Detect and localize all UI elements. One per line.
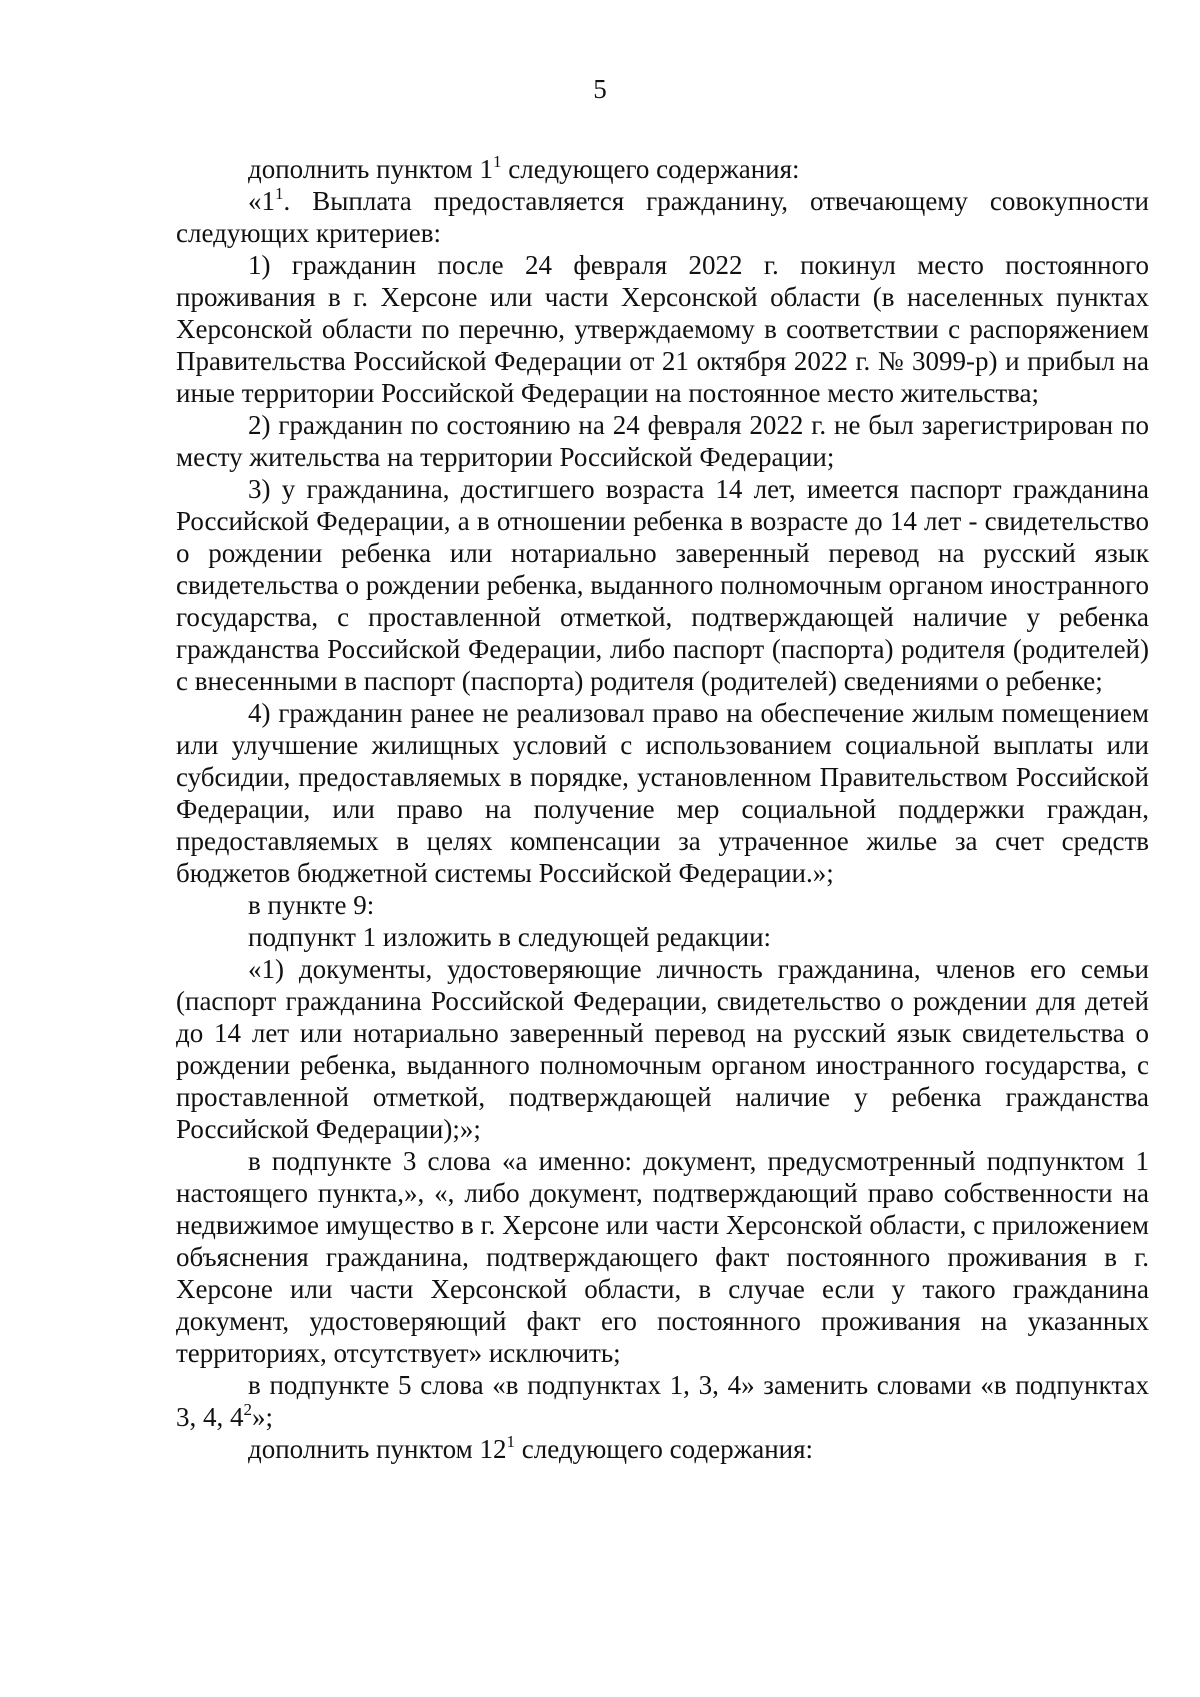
paragraph-point-9: в пункте 9: [248,890,375,920]
paragraph-add-point-12-1: дополнить пунктом $12^1$ следующего содержания: [248,1432,814,1464]
paragraph-add-point-1-1: дополнить пунктом $1^1$ следующего содержания: [248,152,800,184]
paragraph-criterion-1: 1) гражданин после 24 февраля 2022 г. покинул место постоянного проживания в г. Херсоне или части Херсонской области (в населенных пунктах Херсонской области по перечню, утверждаемому в соответствии с распоряжением Правительства Российской Федерации от 21 октября 2022 г. № 3099-р) и прибыл на иные территории Российской Федерации на постоянное место жительства; [176,250,1149,408]
paragraph-subpoint-3: в подпункте 3 слова «а именно: документ, предусмотренный подпунктом 1 настоящего пункта,», «, либо документ, подтверждающий право собственности на недвижимое имущество в г. Херсоне или части Херсонской области, с приложением объяснения гражданина, подтверждающего факт постоянного проживания в г. Херсоне или части Херсонской области, в случае если у такого гражданина документ, удостоверяющий факт его постоянного проживания на указанных территориях, отсутствует» исключить; [176,1146,1149,1368]
paragraph-subpoint-5: в подпункте 5 слова «в подпунктах 1, 3, 4» заменить словами «в подпунктах 3, 4, $4^2$»; [176,1370,1149,1432]
paragraph-criterion-4: 4) гражданин ранее не реализовал право на обеспечение жилым помещением или улучшение жилищных условий с использованием социальной выплаты или субсидии, предоставляемых в порядке, установленном Правительством Российской Федерации, или право на получение мер социальной поддержки граждан, предоставляемых в целях компенсации за утраченное жилье за счет средств бюджетов бюджетной системы Российской Федерации.»; [176,698,1149,888]
paragraph-criterion-2: 2) гражданин по состоянию на 24 февраля 2022 г. не был зарегистрирован по месту жительства на территории Российской Федерации; [176,410,1149,472]
paragraph-point-1-1-text: «$1^1$. Выплата предоставляется гражданину, отвечающему совокупности следующих критериев: [176,184,1149,248]
document-body [176,153,1149,1465]
page-number: 5 [593,74,607,104]
paragraph-subpoint-1-edit: подпункт 1 изложить в следующей редакции: [248,922,772,952]
paragraph-subpoint-1-text: «1) документы, удостоверяющие личность гражданина, членов его семьи (паспорт гражданина Российской Федерации, свидетельство о рождении для детей до 14 лет или нотариально заверенный перевод на русский язык свидетельства о рождении ребенка, выданного полномочным органом иностранного государства, с проставленной отметкой, подтверждающей наличие у ребенка гражданства Российской Федерации);»; [176,954,1149,1144]
paragraph-criterion-3: 3) у гражданина, достигшего возраста 14 лет, имеется паспорт гражданина Российской Федерации, а в отношении ребенка в возрасте до 14 лет - свидетельство о рождении ребенка или нотариально заверенный перевод на русский язык свидетельства о рождении ребенка, выданного полномочным органом иностранного государства, с проставленной отметкой, подтверждающей наличие у ребенка гражданства Российской Федерации, либо паспорт (паспорта) родителя (родителей) с внесенными в паспорт (паспорта) родителя (родителей) сведениями о ребенке; [176,474,1149,696]
